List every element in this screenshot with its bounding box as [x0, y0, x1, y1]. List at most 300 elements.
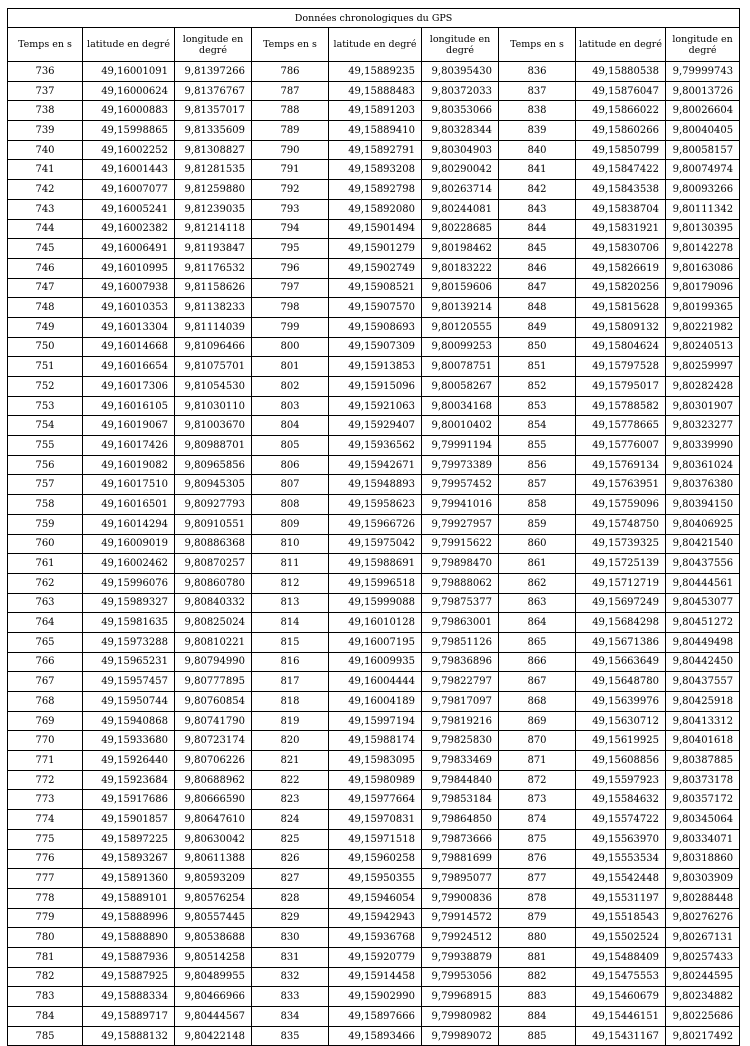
table-row — [8, 81, 740, 101]
latitude-cell: 49,15889410 — [329, 121, 422, 141]
longitude-cell: 9,81281535 — [175, 160, 252, 180]
latitude-cell: 49,16007077 — [83, 180, 175, 200]
longitude-cell: 9,80444561 — [666, 573, 740, 593]
time-cell: 879 — [499, 908, 576, 928]
longitude-cell: 9,80394150 — [666, 495, 740, 515]
latitude-cell: 49,15907570 — [329, 298, 422, 318]
latitude-cell: 49,15888483 — [329, 81, 422, 101]
latitude-cell: 49,15739325 — [576, 534, 666, 554]
latitude-cell: 49,15997194 — [329, 711, 422, 731]
longitude-cell: 9,79895077 — [422, 869, 499, 889]
latitude-cell: 49,15542448 — [576, 869, 666, 889]
latitude-cell: 49,15788582 — [576, 396, 666, 416]
longitude-cell: 9,80234882 — [666, 987, 740, 1007]
longitude-cell: 9,81096466 — [175, 337, 252, 357]
longitude-cell: 9,79924512 — [422, 928, 499, 948]
time-cell: 852 — [499, 377, 576, 397]
time-cell: 831 — [252, 947, 329, 967]
table-row — [8, 396, 740, 416]
longitude-cell: 9,79888062 — [422, 573, 499, 593]
time-cell: 739 — [8, 121, 83, 141]
longitude-cell: 9,80910551 — [175, 514, 252, 534]
latitude-cell: 49,15965231 — [83, 652, 175, 672]
latitude-cell: 49,15902990 — [329, 987, 422, 1007]
time-cell: 753 — [8, 396, 83, 416]
time-cell: 851 — [499, 357, 576, 377]
table-row — [8, 436, 740, 456]
longitude-cell: 9,80538688 — [175, 928, 252, 948]
latitude-cell: 49,16002382 — [83, 219, 175, 239]
longitude-cell: 9,80288448 — [666, 888, 740, 908]
longitude-cell: 9,80706226 — [175, 751, 252, 771]
latitude-cell: 49,15889101 — [83, 888, 175, 908]
longitude-cell: 9,79875377 — [422, 593, 499, 613]
time-cell: 838 — [499, 101, 576, 121]
table-row — [8, 180, 740, 200]
latitude-cell: 49,15866022 — [576, 101, 666, 121]
longitude-cell: 9,80965856 — [175, 455, 252, 475]
time-cell: 882 — [499, 967, 576, 987]
time-cell: 790 — [252, 140, 329, 160]
time-cell: 862 — [499, 573, 576, 593]
time-cell: 750 — [8, 337, 83, 357]
longitude-cell: 9,80328344 — [422, 121, 499, 141]
latitude-cell: 49,16001443 — [83, 160, 175, 180]
longitude-cell: 9,80257433 — [666, 947, 740, 967]
time-cell: 811 — [252, 554, 329, 574]
time-cell: 799 — [252, 317, 329, 337]
longitude-cell: 9,80437556 — [666, 554, 740, 574]
longitude-cell: 9,80183222 — [422, 258, 499, 278]
table-row — [8, 140, 740, 160]
time-cell: 785 — [8, 1026, 83, 1046]
latitude-cell: 49,15891203 — [329, 101, 422, 121]
longitude-cell: 9,80376380 — [666, 475, 740, 495]
time-cell: 758 — [8, 495, 83, 515]
longitude-cell: 9,79819216 — [422, 711, 499, 731]
gps-data-sheet — [7, 8, 739, 1046]
time-cell: 784 — [8, 1007, 83, 1027]
longitude-cell: 9,80557445 — [175, 908, 252, 928]
time-cell: 812 — [252, 573, 329, 593]
latitude-cell: 49,15923684 — [83, 770, 175, 790]
table-body — [8, 62, 740, 1046]
header-row — [8, 28, 740, 62]
time-cell: 738 — [8, 101, 83, 121]
time-cell: 860 — [499, 534, 576, 554]
latitude-cell: 49,15759096 — [576, 495, 666, 515]
time-cell: 825 — [252, 829, 329, 849]
latitude-cell: 49,15889235 — [329, 62, 422, 82]
latitude-cell: 49,15639976 — [576, 692, 666, 712]
longitude-cell: 9,80159606 — [422, 278, 499, 298]
longitude-cell: 9,80058157 — [666, 140, 740, 160]
time-cell: 786 — [252, 62, 329, 82]
time-cell: 845 — [499, 239, 576, 259]
time-cell: 815 — [252, 632, 329, 652]
time-cell: 774 — [8, 810, 83, 830]
longitude-cell: 9,80451272 — [666, 613, 740, 633]
latitude-cell: 49,15597923 — [576, 770, 666, 790]
latitude-cell: 49,15725139 — [576, 554, 666, 574]
longitude-cell: 9,80130395 — [666, 219, 740, 239]
time-cell: 748 — [8, 298, 83, 318]
longitude-cell: 9,81158626 — [175, 278, 252, 298]
time-cell: 798 — [252, 298, 329, 318]
time-cell: 869 — [499, 711, 576, 731]
table-row — [8, 298, 740, 318]
latitude-cell: 49,15778665 — [576, 416, 666, 436]
latitude-cell: 49,16010128 — [329, 613, 422, 633]
time-cell: 848 — [499, 298, 576, 318]
latitude-cell: 49,15933680 — [83, 731, 175, 751]
latitude-cell: 49,16016105 — [83, 396, 175, 416]
latitude-cell: 49,15887936 — [83, 947, 175, 967]
time-cell: 757 — [8, 475, 83, 495]
time-cell: 835 — [252, 1026, 329, 1046]
latitude-cell: 49,15975042 — [329, 534, 422, 554]
time-cell: 764 — [8, 613, 83, 633]
longitude-cell: 9,80040405 — [666, 121, 740, 141]
header-latitude: latitude en degré — [576, 28, 666, 62]
table-row — [8, 317, 740, 337]
longitude-cell: 9,80489955 — [175, 967, 252, 987]
longitude-cell: 9,80630042 — [175, 829, 252, 849]
time-cell: 857 — [499, 475, 576, 495]
time-cell: 837 — [499, 81, 576, 101]
time-cell: 820 — [252, 731, 329, 751]
time-cell: 841 — [499, 160, 576, 180]
longitude-cell: 9,79844840 — [422, 770, 499, 790]
longitude-cell: 9,80334071 — [666, 829, 740, 849]
longitude-cell: 9,80611388 — [175, 849, 252, 869]
longitude-cell: 9,79938879 — [422, 947, 499, 967]
latitude-cell: 49,15795017 — [576, 377, 666, 397]
time-cell: 794 — [252, 219, 329, 239]
latitude-cell: 49,15936768 — [329, 928, 422, 948]
time-cell: 807 — [252, 475, 329, 495]
time-cell: 868 — [499, 692, 576, 712]
latitude-cell: 49,15908521 — [329, 278, 422, 298]
time-cell: 870 — [499, 731, 576, 751]
longitude-cell: 9,79863001 — [422, 613, 499, 633]
latitude-cell: 49,15988691 — [329, 554, 422, 574]
latitude-cell: 49,16009019 — [83, 534, 175, 554]
longitude-cell: 9,79914572 — [422, 908, 499, 928]
time-cell: 871 — [499, 751, 576, 771]
time-cell: 771 — [8, 751, 83, 771]
longitude-cell: 9,79989072 — [422, 1026, 499, 1046]
time-cell: 809 — [252, 514, 329, 534]
table-row — [8, 711, 740, 731]
latitude-cell: 49,15804624 — [576, 337, 666, 357]
latitude-cell: 49,16002462 — [83, 554, 175, 574]
time-cell: 866 — [499, 652, 576, 672]
table-row — [8, 377, 740, 397]
time-cell: 863 — [499, 593, 576, 613]
title-row — [8, 9, 740, 28]
latitude-cell: 49,16007938 — [83, 278, 175, 298]
longitude-cell: 9,80323277 — [666, 416, 740, 436]
table-row — [8, 357, 740, 377]
longitude-cell: 9,80825024 — [175, 613, 252, 633]
latitude-cell: 49,15940868 — [83, 711, 175, 731]
latitude-cell: 49,15999088 — [329, 593, 422, 613]
latitude-cell: 49,15901279 — [329, 239, 422, 259]
longitude-cell: 9,79991194 — [422, 436, 499, 456]
table-title: Données chronologiques du GPS — [8, 9, 740, 28]
latitude-cell: 49,16014668 — [83, 337, 175, 357]
longitude-cell: 9,80228685 — [422, 219, 499, 239]
time-cell: 842 — [499, 180, 576, 200]
latitude-cell: 49,16005241 — [83, 199, 175, 219]
longitude-cell: 9,80688962 — [175, 770, 252, 790]
latitude-cell: 49,16004189 — [329, 692, 422, 712]
longitude-cell: 9,80353066 — [422, 101, 499, 121]
time-cell: 766 — [8, 652, 83, 672]
table-row — [8, 62, 740, 82]
latitude-cell: 49,15797528 — [576, 357, 666, 377]
time-cell: 827 — [252, 869, 329, 889]
latitude-cell: 49,15769134 — [576, 455, 666, 475]
table-row — [8, 908, 740, 928]
longitude-cell: 9,79999743 — [666, 62, 740, 82]
longitude-cell: 9,80576254 — [175, 888, 252, 908]
longitude-cell: 9,80453077 — [666, 593, 740, 613]
longitude-cell: 9,80361024 — [666, 455, 740, 475]
longitude-cell: 9,80927793 — [175, 495, 252, 515]
time-cell: 775 — [8, 829, 83, 849]
longitude-cell: 9,81397266 — [175, 62, 252, 82]
longitude-cell: 9,80945305 — [175, 475, 252, 495]
time-cell: 847 — [499, 278, 576, 298]
longitude-cell: 9,80437557 — [666, 672, 740, 692]
table-row — [8, 1026, 740, 1046]
time-cell: 746 — [8, 258, 83, 278]
longitude-cell: 9,80199365 — [666, 298, 740, 318]
longitude-cell: 9,80339990 — [666, 436, 740, 456]
table-row — [8, 692, 740, 712]
time-cell: 822 — [252, 770, 329, 790]
time-cell: 808 — [252, 495, 329, 515]
longitude-cell: 9,80093266 — [666, 180, 740, 200]
latitude-cell: 49,15608856 — [576, 751, 666, 771]
time-cell: 865 — [499, 632, 576, 652]
longitude-cell: 9,80988701 — [175, 436, 252, 456]
latitude-cell: 49,16014294 — [83, 514, 175, 534]
table-row — [8, 770, 740, 790]
longitude-cell: 9,80372033 — [422, 81, 499, 101]
time-cell: 884 — [499, 1007, 576, 1027]
time-cell: 767 — [8, 672, 83, 692]
time-cell: 818 — [252, 692, 329, 712]
latitude-cell: 49,15820256 — [576, 278, 666, 298]
time-cell: 777 — [8, 869, 83, 889]
longitude-cell: 9,80244081 — [422, 199, 499, 219]
latitude-cell: 49,16013304 — [83, 317, 175, 337]
longitude-cell: 9,81335609 — [175, 121, 252, 141]
latitude-cell: 49,15763951 — [576, 475, 666, 495]
longitude-cell: 9,81054530 — [175, 377, 252, 397]
table-row — [8, 121, 740, 141]
time-cell: 770 — [8, 731, 83, 751]
longitude-cell: 9,79836896 — [422, 652, 499, 672]
time-cell: 846 — [499, 258, 576, 278]
longitude-cell: 9,79881699 — [422, 849, 499, 869]
time-cell: 802 — [252, 377, 329, 397]
longitude-cell: 9,81259880 — [175, 180, 252, 200]
time-cell: 759 — [8, 514, 83, 534]
longitude-cell: 9,79851126 — [422, 632, 499, 652]
latitude-cell: 49,15971518 — [329, 829, 422, 849]
latitude-cell: 49,15826619 — [576, 258, 666, 278]
time-cell: 736 — [8, 62, 83, 82]
table-row — [8, 967, 740, 987]
time-cell: 792 — [252, 180, 329, 200]
latitude-cell: 49,15892080 — [329, 199, 422, 219]
table-row — [8, 101, 740, 121]
longitude-cell: 9,80179096 — [666, 278, 740, 298]
longitude-cell: 9,80142278 — [666, 239, 740, 259]
table-row — [8, 475, 740, 495]
longitude-cell: 9,80444567 — [175, 1007, 252, 1027]
longitude-cell: 9,81376767 — [175, 81, 252, 101]
latitude-cell: 49,16007195 — [329, 632, 422, 652]
longitude-cell: 9,80263714 — [422, 180, 499, 200]
table-row — [8, 239, 740, 259]
latitude-cell: 49,15902749 — [329, 258, 422, 278]
time-cell: 856 — [499, 455, 576, 475]
latitude-cell: 49,15950744 — [83, 692, 175, 712]
latitude-cell: 49,15960258 — [329, 849, 422, 869]
latitude-cell: 49,15970831 — [329, 810, 422, 830]
time-cell: 768 — [8, 692, 83, 712]
latitude-cell: 49,15684298 — [576, 613, 666, 633]
latitude-cell: 49,15850799 — [576, 140, 666, 160]
time-cell: 763 — [8, 593, 83, 613]
latitude-cell: 49,16016501 — [83, 495, 175, 515]
longitude-cell: 9,80860780 — [175, 573, 252, 593]
time-cell: 795 — [252, 239, 329, 259]
time-cell: 741 — [8, 160, 83, 180]
header-latitude: latitude en degré — [329, 28, 422, 62]
time-cell: 778 — [8, 888, 83, 908]
latitude-cell: 49,15876047 — [576, 81, 666, 101]
table-row — [8, 869, 740, 889]
header-time: Temps en s — [8, 28, 83, 62]
longitude-cell: 9,80304903 — [422, 140, 499, 160]
longitude-cell: 9,81075701 — [175, 357, 252, 377]
header-longitude: longitude en degré — [422, 28, 499, 62]
table-row — [8, 514, 740, 534]
time-cell: 783 — [8, 987, 83, 1007]
latitude-cell: 49,15996518 — [329, 573, 422, 593]
longitude-cell: 9,81308827 — [175, 140, 252, 160]
latitude-cell: 49,15998865 — [83, 121, 175, 141]
latitude-cell: 49,15950355 — [329, 869, 422, 889]
time-cell: 854 — [499, 416, 576, 436]
latitude-cell: 49,15584632 — [576, 790, 666, 810]
longitude-cell: 9,79833469 — [422, 751, 499, 771]
time-cell: 737 — [8, 81, 83, 101]
time-cell: 742 — [8, 180, 83, 200]
table-row — [8, 613, 740, 633]
longitude-cell: 9,80318860 — [666, 849, 740, 869]
latitude-cell: 49,15892798 — [329, 180, 422, 200]
latitude-cell: 49,15630712 — [576, 711, 666, 731]
time-cell: 760 — [8, 534, 83, 554]
time-cell: 803 — [252, 396, 329, 416]
longitude-cell: 9,79915622 — [422, 534, 499, 554]
longitude-cell: 9,80666590 — [175, 790, 252, 810]
latitude-cell: 49,15809132 — [576, 317, 666, 337]
longitude-cell: 9,79822797 — [422, 672, 499, 692]
latitude-cell: 49,16000624 — [83, 81, 175, 101]
table-row — [8, 573, 740, 593]
latitude-cell: 49,16017510 — [83, 475, 175, 495]
longitude-cell: 9,80886368 — [175, 534, 252, 554]
longitude-cell: 9,80794990 — [175, 652, 252, 672]
latitude-cell: 49,15915096 — [329, 377, 422, 397]
time-cell: 823 — [252, 790, 329, 810]
time-cell: 817 — [252, 672, 329, 692]
time-cell: 828 — [252, 888, 329, 908]
time-cell: 844 — [499, 219, 576, 239]
longitude-cell: 9,79864850 — [422, 810, 499, 830]
time-cell: 877 — [499, 869, 576, 889]
latitude-cell: 49,16010353 — [83, 298, 175, 318]
latitude-cell: 49,15897225 — [83, 829, 175, 849]
time-cell: 804 — [252, 416, 329, 436]
longitude-cell: 9,80647610 — [175, 810, 252, 830]
time-cell: 797 — [252, 278, 329, 298]
time-cell: 830 — [252, 928, 329, 948]
table-row — [8, 632, 740, 652]
time-cell: 747 — [8, 278, 83, 298]
header-longitude: longitude en degré — [175, 28, 252, 62]
latitude-cell: 49,16009935 — [329, 652, 422, 672]
time-cell: 864 — [499, 613, 576, 633]
time-cell: 744 — [8, 219, 83, 239]
latitude-cell: 49,15893466 — [329, 1026, 422, 1046]
latitude-cell: 49,15921063 — [329, 396, 422, 416]
latitude-cell: 49,15966726 — [329, 514, 422, 534]
table-row — [8, 829, 740, 849]
latitude-cell: 49,15889717 — [83, 1007, 175, 1027]
latitude-cell: 49,15920779 — [329, 947, 422, 967]
time-cell: 833 — [252, 987, 329, 1007]
time-cell: 875 — [499, 829, 576, 849]
time-cell: 806 — [252, 455, 329, 475]
latitude-cell: 49,16002252 — [83, 140, 175, 160]
latitude-cell: 49,16001091 — [83, 62, 175, 82]
longitude-cell: 9,79968915 — [422, 987, 499, 1007]
latitude-cell: 49,15574722 — [576, 810, 666, 830]
time-cell: 881 — [499, 947, 576, 967]
latitude-cell: 49,15663649 — [576, 652, 666, 672]
time-cell: 800 — [252, 337, 329, 357]
longitude-cell: 9,81114039 — [175, 317, 252, 337]
table-row — [8, 928, 740, 948]
time-cell: 779 — [8, 908, 83, 928]
latitude-cell: 49,16000883 — [83, 101, 175, 121]
time-cell: 853 — [499, 396, 576, 416]
latitude-cell: 49,15996076 — [83, 573, 175, 593]
latitude-cell: 49,15914458 — [329, 967, 422, 987]
time-cell: 839 — [499, 121, 576, 141]
time-cell: 836 — [499, 62, 576, 82]
time-cell: 772 — [8, 770, 83, 790]
